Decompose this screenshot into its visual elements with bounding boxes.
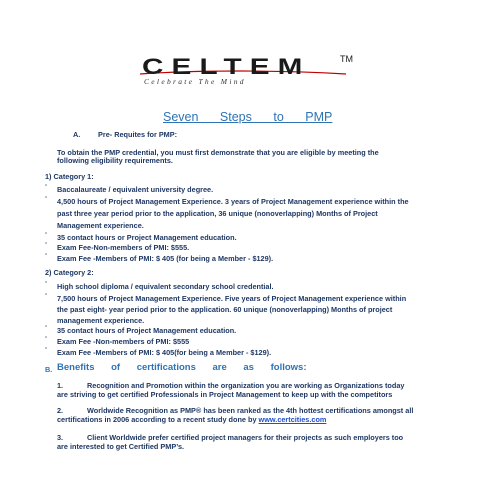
bullet-icon: ” [45,233,47,239]
cat2-item-3: 35 contact hours of Project Management education. [57,326,237,335]
benefit-1-num: 1. [57,381,64,390]
benefit-3-line-2: are interested to get Certified PMP’s. [57,442,185,451]
cat1-item-3: 35 contact hours or Project Management education. [57,233,237,242]
section-a-heading: Pre- Requites for PMP: [98,130,178,139]
category-2-label: 2) Category 2: [45,268,94,277]
cat1-item-2-line-2: past three year period prior to the application, 36 unique (nonoverlapping) Months of Project [57,209,378,218]
cat2-item-2-line-3: management experience. [57,316,145,325]
benefit-1-line-1: Recognition and Promotion within the organization you are working as Organizations today [87,381,405,390]
benefit-1-line-2: are striving to get certified Professionals in Project Management to keep up with the competitors [57,390,393,399]
category-1-label: 1) Category 1: [45,172,94,181]
section-b-heading: Benefits of certifications are as follows: [57,362,307,373]
bullet-icon: ” [45,337,47,343]
cat1-item-2-line-1: 4,500 hours of Project Management Experience. 3 years of Project Management experience within the [57,197,409,206]
prereq-intro-line-2: following eligibility requirements. [57,156,173,165]
cat2-item-2-line-1: 7,500 hours of Project Management Experience. Five years of Project Management experience within [57,294,407,303]
benefit-2-line-2 [57,415,326,424]
logo-wordmark: CELTEM [142,54,311,79]
celtem-logo [142,56,352,84]
bullet-icon: ” [45,326,47,332]
cat1-item-4: Exam Fee-Non-members of PMI: $555. [57,243,190,252]
benefit-3-num: 3. [57,433,64,442]
bullet-icon: ” [45,282,47,288]
bullet-icon: ” [45,348,47,354]
prereq-intro-line-1: To obtain the PMP credential, you must first demonstrate that you are eligible by meeting the [57,148,379,157]
cat2-item-5: Exam Fee -Members of PMI: $ 405(for being a Member - $129). [57,348,272,357]
logo-tagline: Celebrate The Mind [144,77,246,86]
cat2-item-2-line-2: the past eight- year period prior to the application. 60 unique (nonoverlapping) Months of project [57,305,393,314]
section-b-label: B. [45,365,53,374]
section-a-label: A. [73,130,81,139]
certcities-link[interactable]: www.certcities.com [258,415,327,424]
benefit-2-line-1: Worldwide Recognition as PMP® has been ranked as the 4th hottest certifications amongst all [87,406,414,415]
cat1-item-2-line-3: Management experience. [57,221,144,230]
benefit-2-line-2-text: certifications in 2006 according to a recent study done by [57,415,259,424]
cat2-item-4: Exam Fee -Non-members of PMI: $555 [57,337,190,346]
bullet-icon: ” [45,294,47,300]
bullet-icon: ” [45,197,47,203]
cat1-item-1: Baccalaureate / equivalent university degree. [57,185,214,194]
cat1-item-5: Exam Fee -Members of PMI: $ 405 (for being a Member - $129). [57,254,274,263]
bullet-icon: ” [45,243,47,249]
cat2-item-1: High school diploma / equivalent secondary school credential. [57,282,274,291]
page-title: Seven Steps to PMP [163,110,333,124]
benefit-2-num: 2. [57,406,64,415]
bullet-icon: ” [45,185,47,191]
benefit-3-line-1: Client Worldwide prefer certified project managers for their projects as such employers too [87,433,404,442]
bullet-icon: ” [45,254,47,260]
logo-trademark: TM [340,54,353,64]
